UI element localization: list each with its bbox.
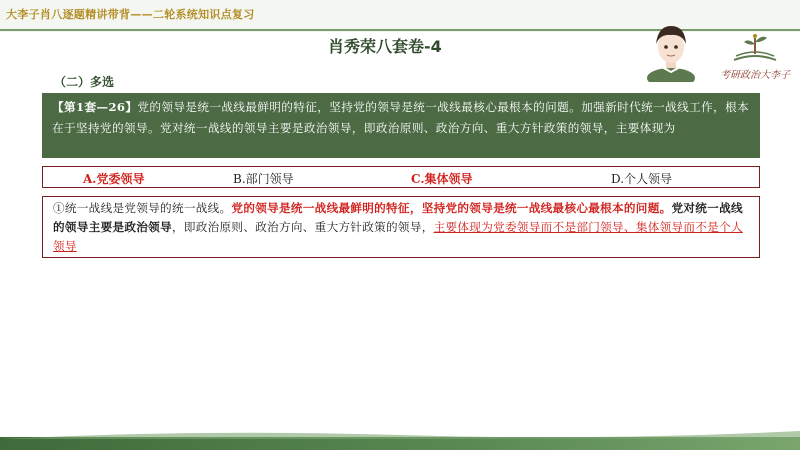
series-title: 大李子肖八逐题精讲带背——二轮系统知识点复习: [6, 8, 255, 21]
answer-key-sentence: 党的领导是统一战线最鲜明的特征，坚持党的领导是统一战线最核心最根本的问题。: [231, 201, 672, 215]
brand-text: 考研政治大李子: [720, 70, 790, 81]
question-text: 党的领导是统一战线最鲜明的特征，坚持党的领导是统一战线最核心最根本的问题。加强新时代统一战线工作，根本在于坚持党的领导。党对统一战线的领导主要是政治领导，即政治原则、政治方向、重大方针政策的领导，主要体现为: [52, 100, 750, 135]
question-box: [42, 93, 760, 158]
brand-logo: [720, 30, 790, 82]
question-tag: 【第1套—26】: [52, 100, 138, 114]
answer-conclusion: 主要体现为党委领导而不是部门领导、集体领导而不是个人领导: [53, 220, 743, 253]
option-d[interactable]: D.个人领导: [611, 172, 673, 186]
answer-explanation: [42, 196, 760, 258]
answer-point-1: ①统一战线是党领导的统一战线。: [53, 201, 232, 215]
section-label: （二）多选: [54, 75, 115, 89]
teacher-avatar: [640, 20, 702, 82]
answer-political-leadership: 党对统一战线的领导主要是政治领导: [53, 201, 743, 234]
option-a[interactable]: A.党委领导: [83, 172, 145, 186]
answer-detail: ，即政治原则、政治方向、重大方针政策的领导，: [171, 220, 434, 234]
options-box: [42, 166, 760, 188]
wave-decoration: [0, 429, 800, 439]
page-title: 肖秀荣八套卷-4: [328, 37, 442, 56]
option-c[interactable]: C.集体领导: [411, 172, 473, 186]
bottom-decor-bar: [0, 437, 800, 450]
option-b[interactable]: B.部门领导: [233, 172, 294, 186]
book-leaf-icon: [720, 30, 790, 64]
